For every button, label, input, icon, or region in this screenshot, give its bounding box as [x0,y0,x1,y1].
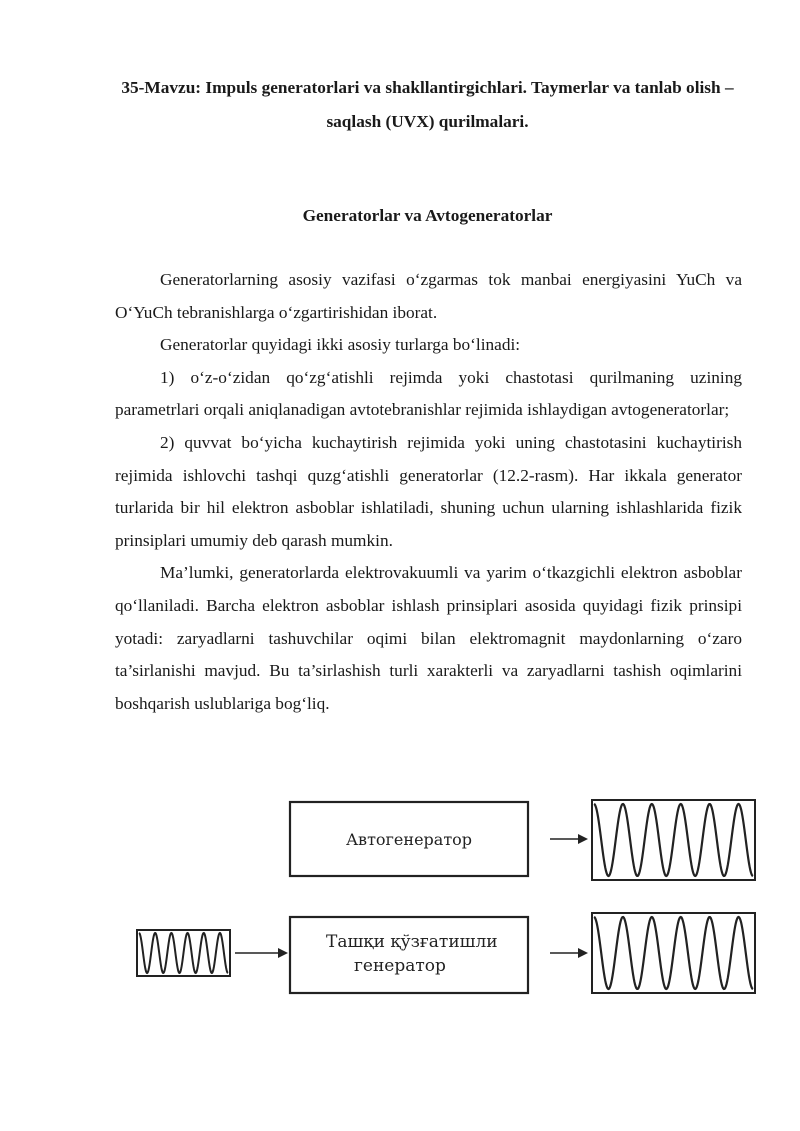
external-generator-box [290,917,528,993]
document-title: 35-Mavzu: Impuls generatorlari va shakllantirgichlari. Taymerlar va tanlab olish – saqlash (UVX) qurilmalari. [121,78,734,131]
external-generator-label-line1: Ташқи қўзғатишли [326,932,498,952]
generator-diagram [132,795,772,995]
paragraph: 1) o‘z-o‘zidan qo‘zg‘atishli rejimda yoki chastotasi qurilmaning uzining parametrlari orqali aniqlanadigan avtotebranishlar rejimida ishlaydigan avtogeneratorlar; [115,367,742,420]
paragraph: Generatorlar quyidagi ikki asosiy turlarga bo‘linadi: [160,335,521,355]
paragraph: 2) quvvat bo‘yicha kuchaytirish rejimida yoki uning chastotasini kuchaytirish rejimida ishlovchi tashqi quzg‘atishli generatorlar (12.2-rasm). Har ikkala generator turlarida bir hil elektron asboblar ishlatiladi, shuning uchun ularning ishlashlarida fizik prinsiplari umumiy deb qarash mumkin. [115,432,742,550]
output-waveform-2 [592,913,755,993]
input-arrow [235,948,288,958]
body-text [115,264,742,720]
section-heading: Generatorlar va Avtogeneratorlar [302,206,553,225]
output-arrow-1 [550,834,588,844]
output-arrow-2 [550,948,588,958]
output-waveform-1 [592,800,755,880]
input-waveform [137,930,230,976]
external-generator-label-line2: генератор [354,956,446,976]
avtogenerator-label: Автогенератор [345,830,473,849]
paragraph: Generatorlarning asosiy vazifasi o‘zgarmas tok manbai energiyasini YuCh va O‘YuCh tebranishlarga o‘zgartirishidan iborat. [115,270,742,322]
paragraph: Ma’lumki, generatorlarda elektrovakuumli va yarim o‘tkazgichli elektron asboblar qo‘llaniladi. Barcha elektron asboblar ishlash prinsiplari asosida quyidagi fizik prinsipi yotadi: zaryadlarni tashuvchilar oqimi bilan elektromagnit maydonlarning o‘zaro ta’sirlanishi mavjud. Bu ta’sirlashish turli xarakterli va zaryadlarni tashish oqimlarini boshqarish uslublariga bog‘liq. [115,563,742,713]
